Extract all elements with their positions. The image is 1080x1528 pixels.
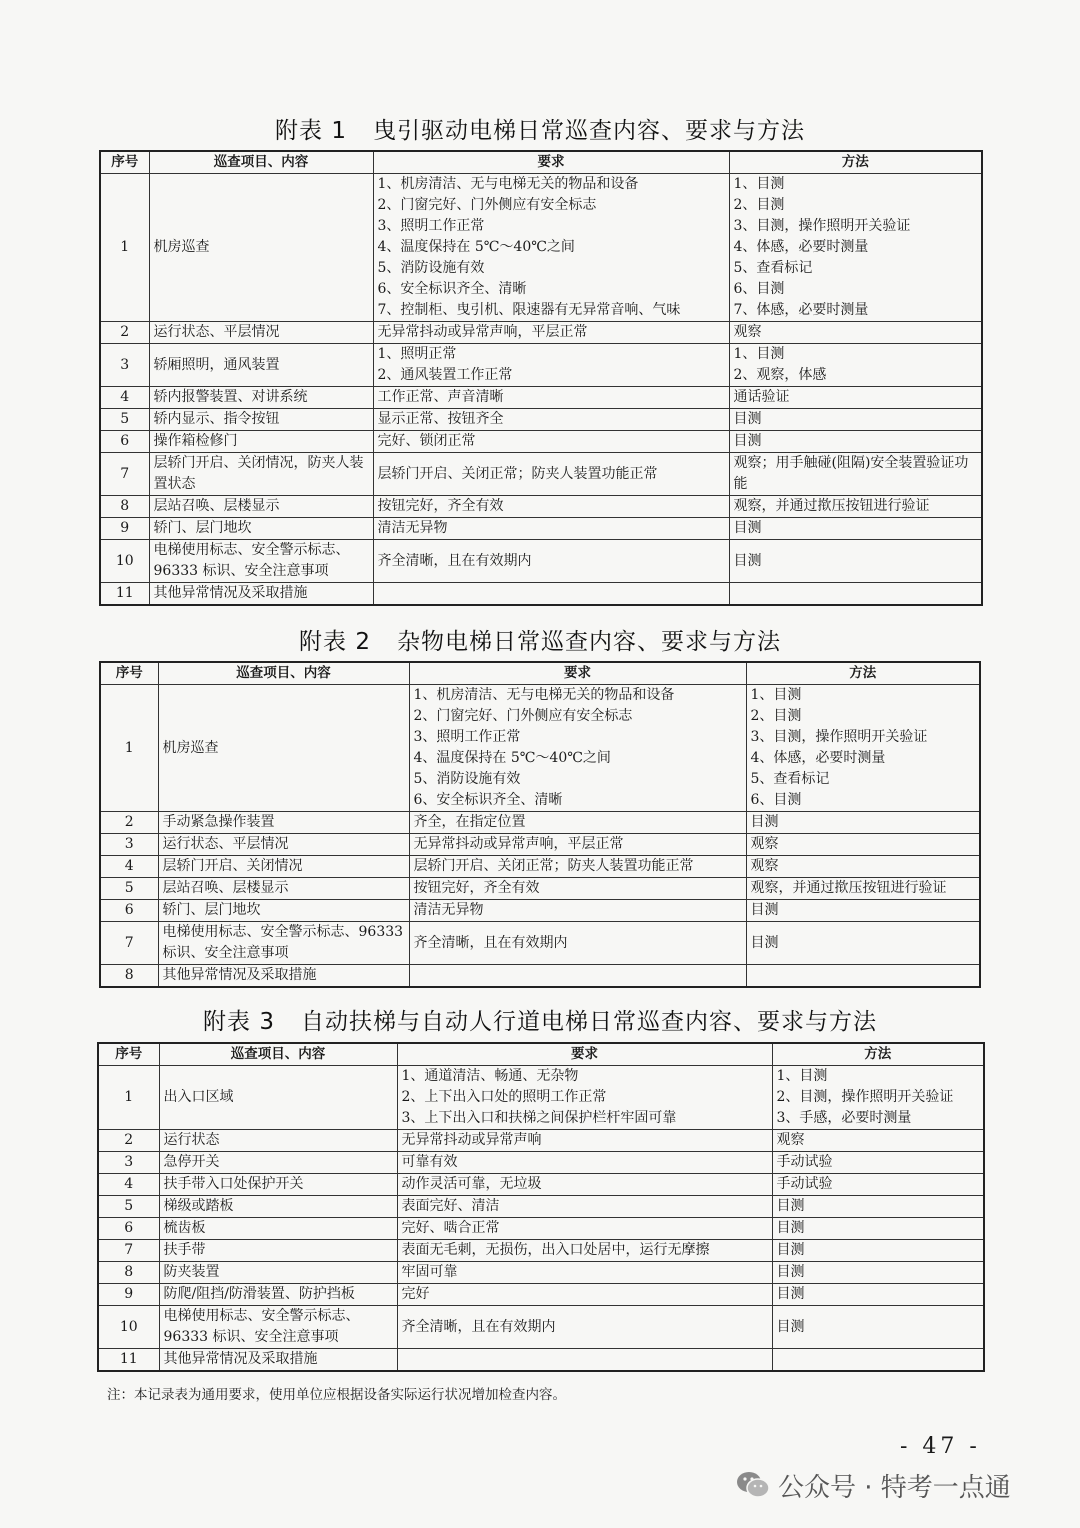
row-number: 8 [100, 496, 149, 518]
row-requirement [373, 409, 729, 431]
header-item: 巡查项目、内容 [159, 1043, 397, 1066]
row-requirement-line: 1、照明正常 [377, 346, 457, 362]
header-method: 方法 [746, 662, 980, 685]
row-method-line: 目测 [776, 1286, 805, 1302]
row-requirement-line [378, 583, 725, 604]
row-item: 运行状态 [159, 1130, 397, 1152]
row-method-line: 目测 [733, 520, 762, 536]
row-number: 7 [98, 1240, 159, 1262]
row-method-line: 3、目测，操作照明开关验证 [750, 729, 928, 745]
row-number: 11 [100, 583, 149, 606]
row-method [729, 453, 982, 496]
table1 [99, 150, 983, 606]
row-method [772, 1152, 984, 1174]
row-number: 2 [100, 322, 149, 344]
row-number: 2 [98, 1130, 159, 1152]
row-method-line: 观察，并通过揿压按钮进行验证 [733, 498, 930, 514]
row-number: 4 [100, 387, 149, 409]
row-method [746, 685, 980, 812]
row-requirement [397, 1218, 772, 1240]
row-requirement-line: 齐全清晰，且在有效期内 [377, 552, 532, 569]
row-method-line: 观察；用手触碰(阻隔)安全装置验证功能 [733, 455, 969, 492]
row-requirement [373, 518, 729, 540]
row-requirement [397, 1306, 772, 1349]
row-requirement-line: 完好、锁闭正常 [377, 433, 476, 449]
row-item: 运行状态、平层情况 [149, 322, 373, 344]
row-requirement-line: 2、上下出入口处的照明工作正常 [401, 1089, 607, 1105]
row-method-line [751, 965, 976, 986]
table-row [98, 1152, 984, 1174]
row-requirement [373, 322, 729, 344]
row-requirement-line: 表面完好、清洁 [401, 1198, 500, 1214]
table-row [98, 1306, 984, 1349]
row-method-line: 3、手感，必要时测量 [776, 1110, 912, 1126]
table3-title-number: 附表 3 [203, 1009, 275, 1035]
row-method [746, 900, 980, 922]
row-requirement [397, 1240, 772, 1262]
row-item: 防夹装置 [159, 1262, 397, 1284]
row-requirement [397, 1196, 772, 1218]
row-item: 层站召唤、层楼显示 [149, 496, 373, 518]
row-method-line: 6、目测 [750, 792, 802, 808]
row-method-line: 目测 [776, 1198, 805, 1214]
table-row [100, 922, 980, 965]
row-method-line: 4、体感，必要时测量 [733, 239, 869, 255]
row-method [772, 1306, 984, 1349]
row-requirement-line: 层轿门开启、关闭正常；防夹人装置功能正常 [413, 858, 694, 874]
row-method [772, 1196, 984, 1218]
footnote: 注：本记录表为通用要求，使用单位应根据设备实际运行状况增加检查内容。 [107, 1387, 566, 1403]
row-number: 4 [98, 1174, 159, 1196]
header-requirement: 要求 [409, 662, 746, 685]
row-requirement [409, 900, 746, 922]
row-requirement [397, 1152, 772, 1174]
row-method [772, 1218, 984, 1240]
row-method-line: 目测 [750, 814, 779, 830]
table-row [100, 496, 982, 518]
watermark-text: 公众号 · 特考一点通 [778, 1472, 1011, 1503]
row-method [729, 409, 982, 431]
row-number: 5 [100, 409, 149, 431]
table-row [100, 812, 980, 834]
row-requirement [397, 1262, 772, 1284]
row-method [746, 922, 980, 965]
row-number: 4 [100, 856, 158, 878]
header-no: 序号 [100, 662, 158, 685]
row-requirement-line: 5、消防设施有效 [377, 260, 485, 276]
row-method [746, 878, 980, 900]
row-item: 梳齿板 [159, 1218, 397, 1240]
table-row [100, 965, 980, 988]
row-requirement [373, 496, 729, 518]
table2-title [0, 623, 1080, 656]
row-requirement-line: 牢固可靠 [401, 1264, 458, 1280]
row-requirement [397, 1174, 772, 1196]
row-method-line: 目测 [776, 1220, 805, 1236]
table-row [100, 174, 982, 322]
row-method-line: 手动试验 [776, 1154, 833, 1170]
row-requirement [373, 431, 729, 453]
table-row [98, 1218, 984, 1240]
table1-title [0, 112, 1080, 145]
row-requirement-line: 3、照明工作正常 [377, 218, 485, 234]
row-method [772, 1240, 984, 1262]
row-item: 层轿门开启、关闭情况，防夹人装置状态 [149, 453, 373, 496]
row-requirement [397, 1066, 772, 1130]
row-requirement [373, 540, 729, 583]
row-requirement-line: 可靠有效 [401, 1154, 458, 1170]
row-item: 防爬/阻挡/防滑装置、防护挡板 [159, 1284, 397, 1306]
row-requirement-line: 齐全，在指定位置 [413, 814, 526, 830]
row-method-line: 观察 [750, 836, 779, 852]
row-number: 7 [100, 922, 158, 965]
row-item: 轿内显示、指令按钮 [149, 409, 373, 431]
header-requirement: 要求 [373, 151, 729, 174]
row-method [746, 856, 980, 878]
row-method [729, 431, 982, 453]
table-row [100, 431, 982, 453]
row-number: 6 [100, 900, 158, 922]
row-method-line: 4、体感，必要时测量 [750, 750, 886, 766]
row-requirement-line: 2、通风装置工作正常 [377, 367, 513, 383]
row-method [772, 1262, 984, 1284]
row-requirement-line: 1、通道清洁、畅通、无杂物 [401, 1068, 579, 1084]
row-requirement [409, 812, 746, 834]
page-number: - 47 - [900, 1434, 981, 1459]
table-row [100, 540, 982, 583]
table-row [100, 322, 982, 344]
row-requirement-line: 无异常抖动或异常声响，平层正常 [413, 836, 624, 852]
row-requirement [409, 878, 746, 900]
table-row [98, 1240, 984, 1262]
wechat-icon [736, 1470, 770, 1500]
row-requirement-line: 完好、啮合正常 [401, 1220, 500, 1236]
row-number: 8 [100, 965, 158, 988]
row-method-line: 1、目测 [733, 346, 785, 362]
row-item: 急停开关 [159, 1152, 397, 1174]
row-number: 1 [100, 174, 149, 322]
table-row [100, 685, 980, 812]
row-requirement-line: 齐全清晰，且在有效期内 [413, 934, 568, 951]
row-item: 扶手带 [159, 1240, 397, 1262]
header-method: 方法 [772, 1043, 984, 1066]
table-row [98, 1066, 984, 1130]
table1-title-text: 曳引驱动电梯日常巡查内容、要求与方法 [372, 118, 805, 144]
row-method-line: 目测 [733, 411, 762, 427]
row-method [772, 1130, 984, 1152]
row-item: 手动紧急操作装置 [158, 812, 409, 834]
row-item: 层轿门开启、关闭情况 [158, 856, 409, 878]
row-number: 11 [98, 1349, 159, 1372]
table3 [97, 1042, 985, 1372]
row-number: 10 [100, 540, 149, 583]
header-no: 序号 [100, 151, 149, 174]
row-method [729, 496, 982, 518]
row-requirement-line: 工作正常、声音清晰 [377, 389, 504, 405]
row-method-line: 6、目测 [733, 281, 785, 297]
row-item: 层站召唤、层楼显示 [158, 878, 409, 900]
row-number: 9 [98, 1284, 159, 1306]
row-requirement-line: 表面无毛刺，无损伤，出入口处居中，运行无摩擦 [401, 1242, 710, 1258]
row-method-line: 观察 [776, 1132, 805, 1148]
row-number: 8 [98, 1262, 159, 1284]
row-requirement-line: 层轿门开启、关闭正常；防夹人装置功能正常 [377, 465, 658, 482]
row-requirement-line: 1、机房清洁、无与电梯无关的物品和设备 [377, 176, 639, 192]
row-requirement-line: 4、温度保持在 5℃～40℃之间 [413, 750, 611, 766]
row-method-line: 观察，并通过揿压按钮进行验证 [750, 880, 947, 896]
row-method [729, 344, 982, 387]
table-row [98, 1349, 984, 1372]
row-requirement [397, 1349, 772, 1372]
table-row [100, 856, 980, 878]
header-method: 方法 [729, 151, 982, 174]
row-method [746, 834, 980, 856]
row-item: 轿内报警装置、对讲系统 [149, 387, 373, 409]
table1-title-number: 附表 1 [275, 118, 347, 144]
row-requirement-line: 3、上下出入口和扶梯之间保护栏杆牢固可靠 [401, 1110, 677, 1126]
table-row [98, 1284, 984, 1306]
row-method-line: 目测 [733, 552, 762, 569]
row-requirement [373, 583, 729, 606]
table-row [98, 1174, 984, 1196]
row-requirement-line: 6、安全标识齐全、清晰 [377, 281, 527, 297]
table-row [98, 1262, 984, 1284]
row-method-line: 1、目测 [733, 176, 785, 192]
row-method [772, 1349, 984, 1372]
table-row [100, 518, 982, 540]
row-item: 其他异常情况及采取措施 [159, 1349, 397, 1372]
row-item: 运行状态、平层情况 [158, 834, 409, 856]
row-requirement-line: 2、门窗完好、门外侧应有安全标志 [413, 708, 633, 724]
row-requirement [409, 834, 746, 856]
table-row [100, 344, 982, 387]
row-method [746, 812, 980, 834]
row-requirement-line: 3、照明工作正常 [413, 729, 521, 745]
table-row [100, 900, 980, 922]
row-number: 2 [100, 812, 158, 834]
row-requirement-line: 动作灵活可靠，无垃圾 [401, 1176, 542, 1192]
table-row [100, 387, 982, 409]
row-method-line: 目测 [776, 1318, 805, 1335]
row-method-line: 5、查看标记 [750, 771, 830, 787]
row-item: 操作箱检修门 [149, 431, 373, 453]
row-method-line: 目测 [750, 902, 779, 918]
row-item: 机房巡查 [158, 685, 409, 812]
row-requirement-line: 完好 [401, 1286, 430, 1302]
row-item: 轿门、层门地坎 [149, 518, 373, 540]
row-method-line: 2、目测 [733, 197, 785, 213]
row-method [772, 1066, 984, 1130]
row-item: 出入口区域 [159, 1066, 397, 1130]
row-method-line [734, 583, 978, 604]
row-item: 其他异常情况及采取措施 [158, 965, 409, 988]
row-method [729, 583, 982, 606]
row-number: 5 [98, 1196, 159, 1218]
row-requirement [373, 174, 729, 322]
row-requirement-line: 按钮完好，齐全有效 [413, 880, 540, 896]
table-row [100, 834, 980, 856]
row-method-line: 7、体感，必要时测量 [733, 302, 869, 318]
row-number: 7 [100, 453, 149, 496]
row-method-line: 5、查看标记 [733, 260, 813, 276]
row-number: 9 [100, 518, 149, 540]
row-number: 5 [100, 878, 158, 900]
row-requirement-line: 按钮完好，齐全有效 [377, 498, 504, 514]
row-requirement [409, 685, 746, 812]
row-item: 轿门、层门地坎 [158, 900, 409, 922]
row-method-line: 观察 [733, 324, 762, 340]
row-number: 6 [98, 1218, 159, 1240]
row-number: 3 [98, 1152, 159, 1174]
table-row [100, 453, 982, 496]
row-requirement [409, 856, 746, 878]
row-method-line: 1、目测 [750, 687, 802, 703]
row-requirement [397, 1284, 772, 1306]
row-method [729, 322, 982, 344]
table2-title-number: 附表 2 [299, 629, 371, 655]
table-row [98, 1196, 984, 1218]
row-item: 轿厢照明，通风装置 [149, 344, 373, 387]
row-method-line [777, 1349, 980, 1370]
row-method-line: 通话验证 [733, 389, 790, 405]
row-requirement-line: 无异常抖动或异常声响 [401, 1132, 542, 1148]
row-item: 梯级或踏板 [159, 1196, 397, 1218]
table-row [100, 583, 982, 606]
row-requirement-line: 齐全清晰，且在有效期内 [401, 1318, 556, 1335]
row-method [729, 518, 982, 540]
table2 [99, 661, 981, 988]
row-number: 1 [100, 685, 158, 812]
row-item: 电梯使用标志、安全警示标志、96333 标识、安全注意事项 [159, 1306, 397, 1349]
table-row [100, 878, 980, 900]
row-requirement [409, 922, 746, 965]
row-requirement [409, 965, 746, 988]
row-requirement [373, 387, 729, 409]
header-requirement: 要求 [397, 1043, 772, 1066]
row-method-line: 3、目测，操作照明开关验证 [733, 218, 911, 234]
row-method-line: 1、目测 [776, 1068, 828, 1084]
row-requirement-line: 4、温度保持在 5℃～40℃之间 [377, 239, 575, 255]
row-method [772, 1174, 984, 1196]
row-requirement-line: 1、机房清洁、无与电梯无关的物品和设备 [413, 687, 675, 703]
row-requirement [373, 344, 729, 387]
table3-title [0, 1003, 1080, 1036]
row-method-line: 2、目测，操作照明开关验证 [776, 1089, 954, 1105]
row-number: 6 [100, 431, 149, 453]
header-item: 巡查项目、内容 [149, 151, 373, 174]
row-requirement-line: 清洁无异物 [413, 902, 484, 918]
row-requirement-line: 5、消防设施有效 [413, 771, 521, 787]
row-number: 1 [98, 1066, 159, 1130]
row-number: 3 [100, 344, 149, 387]
row-method-line: 目测 [776, 1242, 805, 1258]
row-item: 电梯使用标志、安全警示标志、96333 标识、安全注意事项 [158, 922, 409, 965]
row-requirement-line [402, 1349, 768, 1370]
row-requirement-line: 显示正常、按钮齐全 [377, 411, 504, 427]
table2-title-text: 杂物电梯日常巡查内容、要求与方法 [396, 629, 781, 655]
row-method [729, 387, 982, 409]
table-row [98, 1130, 984, 1152]
row-method-line: 目测 [733, 433, 762, 449]
row-requirement-line: 无异常抖动或异常声响，平层正常 [377, 324, 588, 340]
row-method-line: 2、观察，体感 [733, 367, 827, 383]
table-row [100, 409, 982, 431]
row-item: 电梯使用标志、安全警示标志、96333 标识、安全注意事项 [149, 540, 373, 583]
row-method-line: 目测 [776, 1264, 805, 1280]
row-requirement-line: 2、门窗完好、门外侧应有安全标志 [377, 197, 597, 213]
header-item: 巡查项目、内容 [158, 662, 409, 685]
watermark [736, 1465, 1011, 1505]
row-requirement-line: 7、控制柜、曳引机、限速器有无异常音响、气味 [377, 302, 681, 318]
row-item: 其他异常情况及采取措施 [149, 583, 373, 606]
row-method [746, 965, 980, 988]
header-no: 序号 [98, 1043, 159, 1066]
row-method [729, 174, 982, 322]
table3-title-text: 自动扶梯与自动人行道电梯日常巡查内容、要求与方法 [300, 1009, 877, 1035]
row-method-line: 2、目测 [750, 708, 802, 724]
row-method-line: 观察 [750, 858, 779, 874]
row-item: 机房巡查 [149, 174, 373, 322]
row-requirement-line [414, 965, 742, 986]
row-requirement [373, 453, 729, 496]
row-item: 扶手带入口处保护开关 [159, 1174, 397, 1196]
row-method-line: 目测 [750, 934, 779, 951]
row-number: 3 [100, 834, 158, 856]
row-method-line: 手动试验 [776, 1176, 833, 1192]
row-requirement [397, 1130, 772, 1152]
row-requirement-line: 6、安全标识齐全、清晰 [413, 792, 563, 808]
row-method [772, 1284, 984, 1306]
row-number: 10 [98, 1306, 159, 1349]
row-requirement-line: 清洁无异物 [377, 520, 448, 536]
row-method [729, 540, 982, 583]
